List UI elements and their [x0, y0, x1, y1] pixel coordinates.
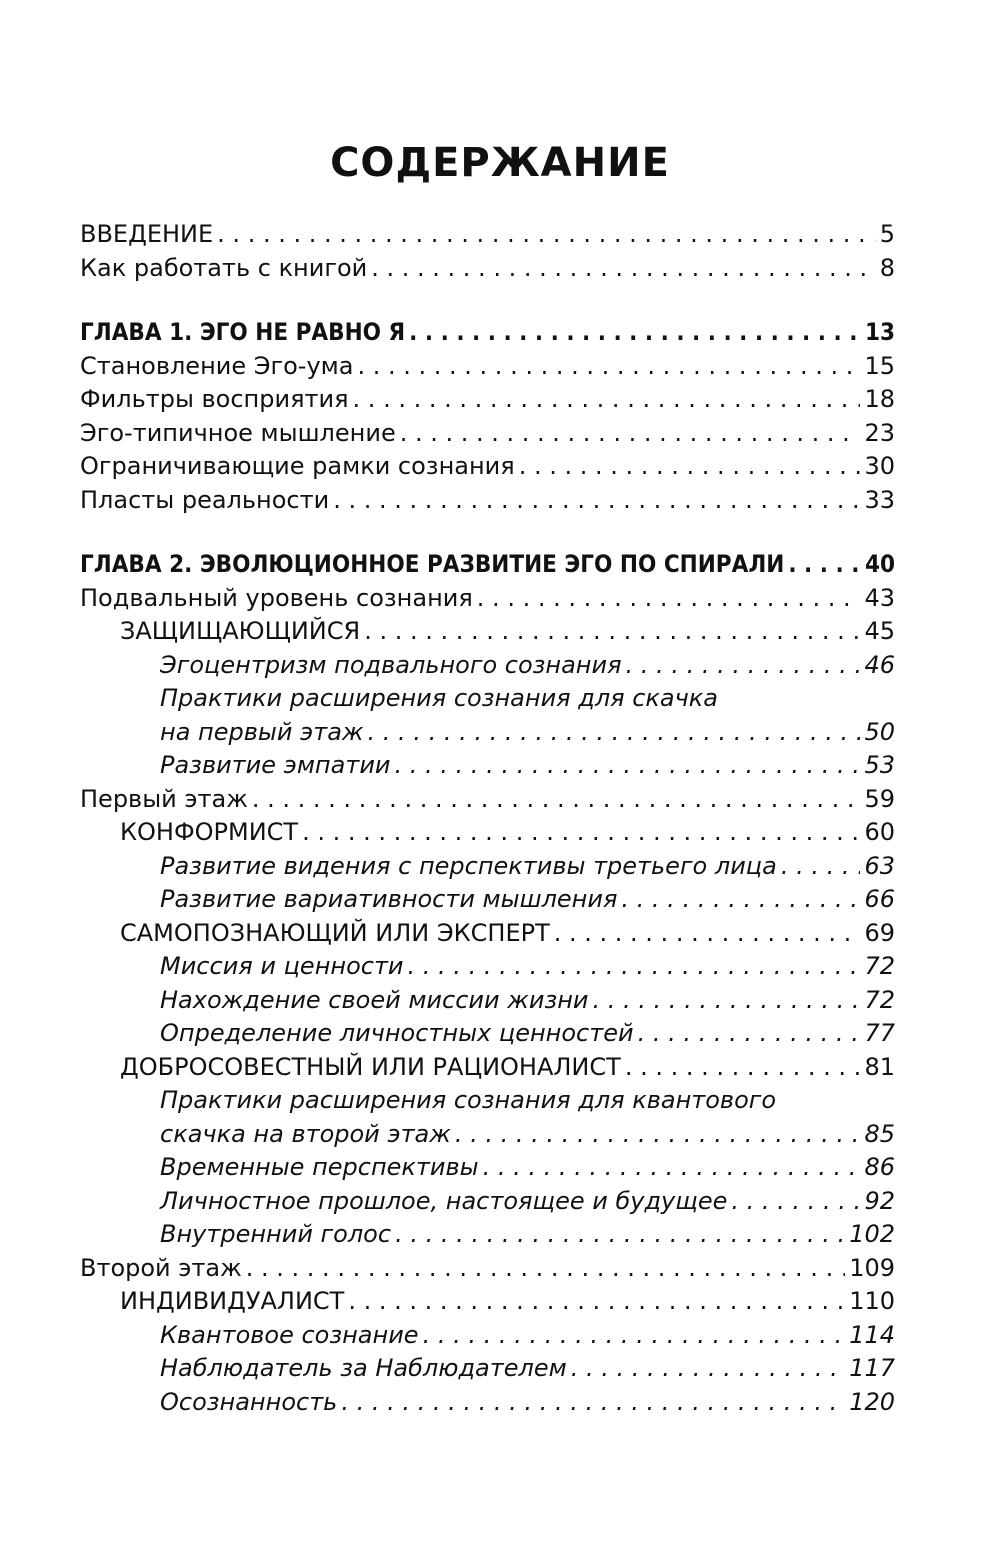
toc-entry-title: Развитие эмпатии — [160, 751, 391, 779]
toc-page-number: 30 — [864, 452, 895, 480]
toc-entry — [80, 450, 895, 484]
toc-entry-title: Наблюдатель за Наблюдателем — [160, 1354, 567, 1382]
toc-entry-title: Внутренний голос — [160, 1220, 392, 1248]
toc-entry — [80, 1185, 895, 1219]
toc-entry — [80, 1285, 895, 1319]
toc-page-number: 8 — [879, 253, 895, 282]
leader-dots — [400, 417, 861, 451]
leader-dots — [455, 1118, 861, 1152]
leader-dots — [333, 484, 860, 518]
leader-dots — [625, 1051, 861, 1085]
toc-entry — [80, 582, 895, 616]
leader-dots — [409, 316, 861, 350]
leader-dots — [593, 984, 861, 1018]
leader-dots — [364, 615, 860, 649]
leader-dots — [621, 883, 860, 917]
toc-entry — [80, 883, 895, 917]
toc-page-number: 59 — [864, 784, 895, 813]
toc-page-number: 18 — [864, 385, 895, 413]
toc-page-number: 23 — [864, 418, 895, 447]
toc-entry-title: ЗАЩИЩАЮЩИЙСЯ — [120, 617, 361, 645]
table-of-contents — [80, 218, 895, 1419]
toc-page-number: 5 — [879, 220, 895, 248]
toc-page-number: 72 — [864, 985, 895, 1014]
toc-page-number: 81 — [864, 1052, 895, 1081]
toc-entry-title: ИНДИВИДУАЛИСТ — [120, 1287, 345, 1315]
toc-entry — [80, 682, 895, 716]
toc-entry-title: ГЛАВА 2. ЭВОЛЮЦИОННОЕ РАЗВИТИЕ ЭГО ПО СПИРАЛИ — [80, 550, 785, 578]
toc-entry-title: Личностное прошлое, настоящее и будущее — [160, 1186, 728, 1215]
toc-entry-title: Как работать с книгой — [80, 253, 368, 282]
leader-dots — [252, 783, 861, 817]
toc-entry — [80, 1218, 895, 1252]
leader-dots — [368, 716, 861, 750]
leader-dots — [626, 649, 861, 683]
toc-page-number: 40 — [864, 550, 895, 578]
toc-entry — [80, 716, 895, 750]
toc-entry — [80, 1084, 895, 1118]
toc-entry — [80, 383, 895, 417]
toc-page-number: 69 — [864, 918, 895, 947]
toc-entry — [80, 1319, 895, 1353]
toc-page-number: 53 — [864, 751, 895, 779]
toc-entry-title: Эго-типичное мышление — [80, 418, 396, 447]
leader-dots — [353, 383, 861, 417]
leader-dots — [571, 1352, 845, 1386]
leader-dots — [423, 1319, 846, 1353]
leader-dots — [788, 548, 861, 582]
toc-entry-title: Пласты реальности — [80, 485, 330, 514]
toc-entry-title: Второй этаж — [80, 1253, 242, 1282]
toc-entry-title: Практики расширения сознания для скачка — [160, 684, 719, 712]
toc-page-number: 60 — [864, 818, 895, 846]
toc-page-number: 50 — [864, 717, 895, 746]
toc-page-number: 92 — [864, 1186, 895, 1215]
leader-dots — [395, 749, 861, 783]
leader-dots — [519, 450, 861, 484]
page-title: СОДЕРЖАНИЕ — [330, 140, 670, 186]
toc-entry — [80, 1252, 895, 1286]
toc-entry-title: Подвальный уровень сознания — [80, 583, 473, 612]
toc-page-number: 43 — [864, 583, 895, 612]
toc-entry — [80, 950, 895, 984]
leader-dots — [731, 1185, 860, 1219]
toc-entry-title: Становление Эго-ума — [80, 351, 354, 380]
toc-entry — [80, 1386, 895, 1420]
toc-page-number: 13 — [864, 318, 895, 346]
toc-entry — [80, 615, 895, 649]
toc-entry-title: КОНФОРМИСТ — [120, 818, 299, 846]
toc-entry-title: Развитие вариативности мышления — [160, 885, 618, 913]
toc-entry — [80, 484, 895, 518]
leader-dots — [246, 1252, 845, 1286]
toc-entry-title: ДОБРОСОВЕСТНЫЙ ИЛИ РАЦИОНАЛИСТ — [120, 1052, 621, 1081]
toc-entry-title: Определение личностных ценностей — [160, 1019, 634, 1047]
toc-entry — [80, 218, 895, 252]
toc-page-number: 114 — [849, 1320, 895, 1349]
toc-entry — [80, 252, 895, 286]
toc-page-number: 66 — [864, 885, 895, 913]
toc-page-number: 63 — [864, 851, 895, 880]
toc-entry — [80, 417, 895, 451]
toc-entry-title: Первый этаж — [80, 784, 248, 813]
toc-entry-title: ВВЕДЕНИЕ — [80, 220, 214, 248]
toc-entry — [80, 350, 895, 384]
toc-chapter-entry — [80, 548, 895, 582]
group-spacer — [80, 285, 895, 316]
toc-page-number: 117 — [849, 1354, 895, 1382]
toc-entry — [80, 649, 895, 683]
toc-entry-title: Квантовое сознание — [160, 1320, 419, 1349]
toc-entry-title: Эгоцентризм подвального сознания — [160, 650, 622, 679]
toc-chapter-entry — [80, 316, 895, 350]
toc-entry — [80, 749, 895, 783]
leader-dots — [302, 816, 860, 850]
toc-entry-title: Ограничивающие рамки сознания — [80, 452, 515, 480]
toc-page-number: 102 — [849, 1220, 895, 1248]
toc-entry — [80, 850, 895, 884]
leader-dots — [348, 1285, 845, 1319]
toc-page-number: 72 — [864, 952, 895, 980]
toc-page-number: 120 — [849, 1387, 895, 1416]
toc-entry — [80, 1151, 895, 1185]
toc-entry-title: на первый этаж — [160, 717, 364, 746]
leader-dots — [638, 1017, 861, 1051]
leader-dots — [554, 917, 861, 951]
toc-page-number: 85 — [864, 1119, 895, 1148]
toc-entry — [80, 984, 895, 1018]
toc-entry-title: ГЛАВА 1. ЭГО НЕ РАВНО Я — [80, 318, 406, 346]
leader-dots — [408, 950, 861, 984]
toc-entry-title: Практики расширения сознания для квантового — [160, 1086, 777, 1114]
toc-entry — [80, 917, 895, 951]
toc-entry-title: Осознанность — [160, 1387, 338, 1416]
leader-dots — [341, 1386, 845, 1420]
toc-entry-title: Временные перспективы — [160, 1153, 479, 1181]
leader-dots — [395, 1218, 845, 1252]
group-spacer — [80, 517, 895, 548]
leader-dots — [357, 350, 860, 384]
leader-dots — [477, 582, 861, 616]
toc-entry — [80, 816, 895, 850]
toc-page-number: 46 — [864, 650, 895, 679]
toc-entry-title: Миссия и ценности — [160, 952, 404, 980]
toc-entry — [80, 1352, 895, 1386]
toc-page-number: 110 — [849, 1287, 895, 1315]
toc-page-number: 15 — [864, 351, 895, 380]
toc-page-number: 86 — [864, 1153, 895, 1181]
toc-page-number: 109 — [849, 1253, 895, 1282]
toc-entry — [80, 783, 895, 817]
leader-dots — [217, 218, 876, 252]
leader-dots — [781, 850, 861, 884]
toc-page-number: 33 — [864, 485, 895, 514]
toc-page-number: 77 — [864, 1019, 895, 1047]
toc-entry-title: Нахождение своей миссии жизни — [160, 985, 589, 1014]
toc-entry — [80, 1051, 895, 1085]
toc-entry-title: Развитие видения с перспективы третьего лица — [160, 851, 777, 880]
toc-entry-title: Фильтры восприятия — [80, 385, 349, 413]
toc-entry — [80, 1118, 895, 1152]
toc-entry — [80, 1017, 895, 1051]
toc-entry-title: скачка на второй этаж — [160, 1119, 451, 1148]
leader-dots — [371, 252, 875, 286]
toc-entry-title: САМОПОЗНАЮЩИЙ ИЛИ ЭКСПЕРТ — [120, 918, 550, 947]
toc-page-number: 45 — [864, 617, 895, 645]
leader-dots — [483, 1151, 861, 1185]
